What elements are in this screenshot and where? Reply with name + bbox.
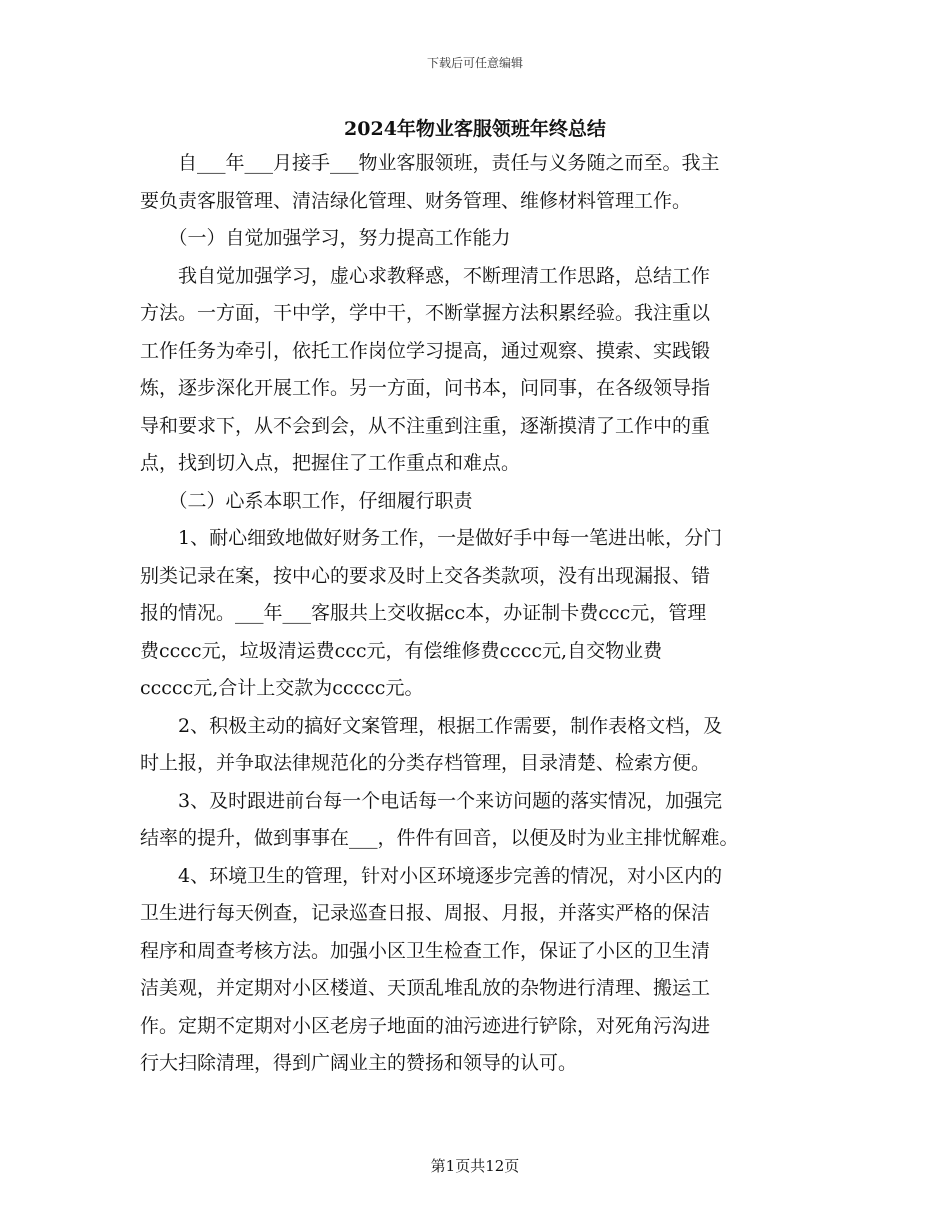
body-line: 卫生进行每天例查，记录巡查日报、周报、月报，并落实严格的保洁 [140,902,711,924]
body-line: ccccc元,合计上交款为ccccc元。 [140,677,424,699]
page-number-footer: 第1页共12页 [430,1157,520,1175]
page-header-note: 下载后可任意编辑 [426,56,523,70]
body-line: 4、环境卫生的管理，针对小区环境逐步完善的情况，对小区内的 [140,864,723,887]
body-line: 2、积极主动的搞好文案管理，根据工作需要，制作表格文档，及 [140,714,723,737]
body-line: 我自觉加强学习，虚心求教释惑，不断理清工作思路，总结工作 [140,264,711,287]
body-line: 报的情况。___年___客服共上交收据cc本，办证制卡费ccc元，管理 [140,602,707,624]
body-line: 1、耐心细致地做好财务工作，一是做好手中每一笔进出帐，分门 [140,527,723,549]
body-line: 时上报，并争取法律规范化的分类存档管理，目录清楚、检索方便。 [140,752,711,774]
document-title: 2024年物业客服领班年终总结 [344,118,606,140]
body-line: 方法。一方面，干中学，学中干，不断掌握方法积累经验。我注重以 [140,302,711,324]
body-line: 行大扫除清理，得到广阔业主的赞扬和领导的认可。 [140,1052,578,1074]
body-line: 自___年___月接手___物业客服领班，责任与义务随之而至。我主 [140,152,720,174]
body-line: 要负责客服管理、清洁绿化管理、财务管理、维修材料管理工作。 [140,189,692,212]
section-heading-1: （一）自觉加强学习，努力提高工作能力 [140,227,511,249]
body-line: 程序和周查考核方法。加强小区卫生检查工作，保证了小区的卫生清 [140,939,711,962]
body-line: 作。定期不定期对小区老房子地面的油污迹进行铲除，对死角污沟进 [140,1014,711,1037]
body-line: 别类记录在案，按中心的要求及时上交各类款项，没有出现漏报、错 [140,564,711,587]
body-line: 导和要求下，从不会到会，从不注重到注重，逐渐摸清了工作中的重 [140,414,711,437]
document-body [140,145,812,1083]
body-line: 结率的提升，做到事事在___，件件有回音，以便及时为业主排忧解难。 [140,827,739,849]
body-line: 点，找到切入点，把握住了工作重点和难点。 [140,452,521,474]
body-line: 炼，逐步深化开展工作。另一方面，问书本，问同事，在各级领导指 [140,377,711,399]
section-heading-2: （二）心系本职工作，仔细履行职责 [140,489,473,512]
body-line: 工作任务为牵引，依托工作岗位学习提高，通过观察、摸索、实践锻 [140,339,711,362]
body-line: 洁美观，并定期对小区楼道、天顶乱堆乱放的杂物进行清理、搬运工 [140,977,711,999]
body-line: 费cccc元，垃圾清运费ccc元，有偿维修费cccc元,自交物业费 [140,639,663,662]
body-line: 3、及时跟进前台每一个电话每一个来访问题的落实情况，加强完 [140,789,723,812]
